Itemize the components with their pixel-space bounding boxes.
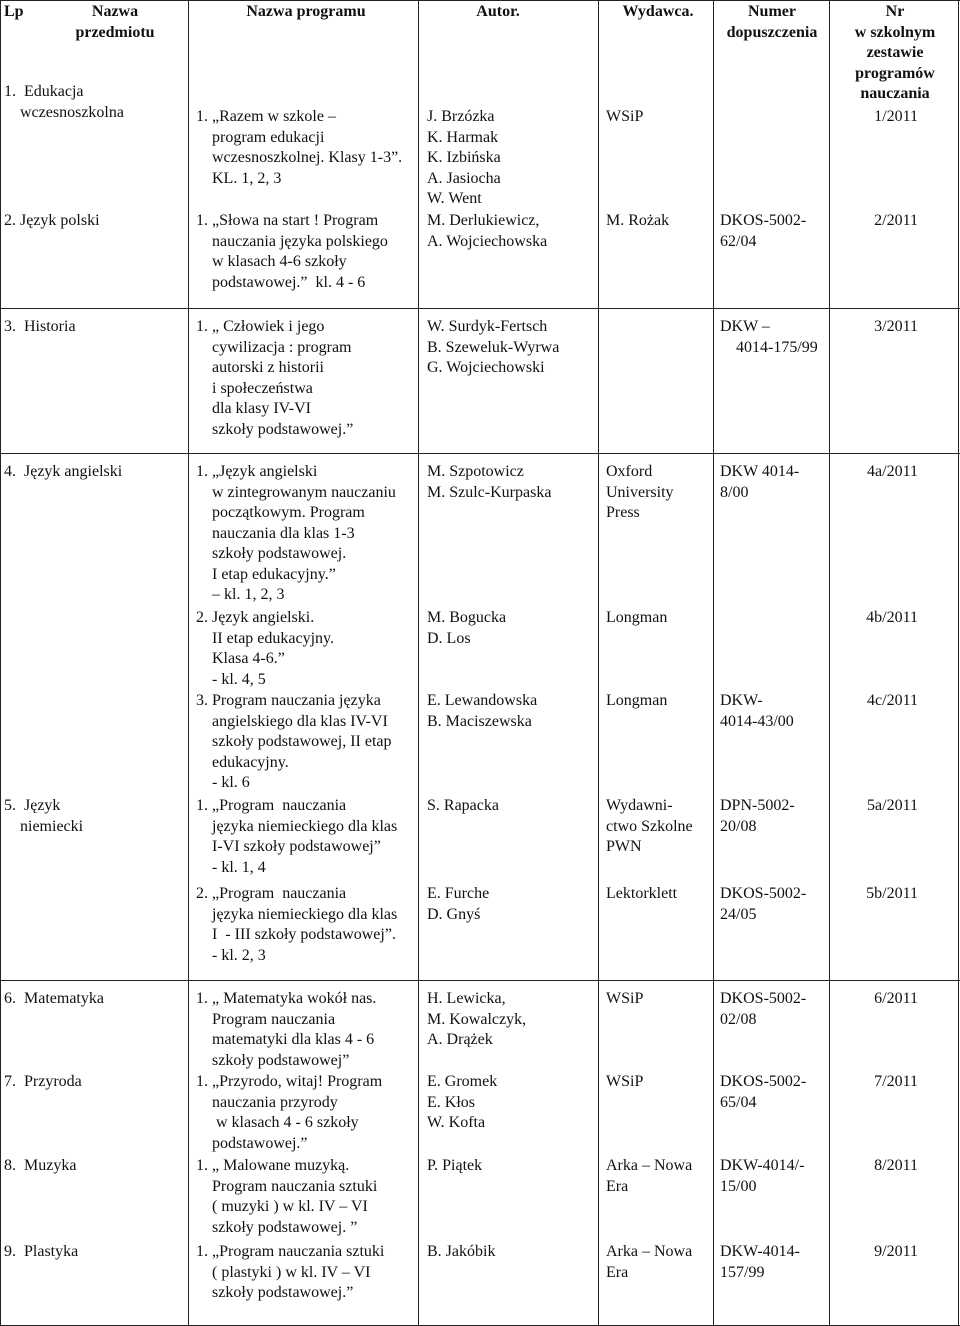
cell-author: E. Lewandowska B. Maciszewska (427, 692, 538, 730)
cell-program: 1. „Program nauczania języka niemieckiego dla klas I-VI szkoły podstawowej” - kl. 1, 4 (196, 797, 398, 876)
grid-line (829, 0, 830, 1326)
cell-publisher: Lektorklett (606, 885, 678, 902)
cell-program: 1. „Program nauczania sztuki ( plastyki ) w kl. IV – VI szkoły podstawowej.” (196, 1243, 385, 1301)
header-publisher: Wydawca. (622, 3, 694, 20)
cell-author: S. Rapacka (427, 797, 499, 814)
cell-subject: 7. Przyroda (4, 1073, 82, 1090)
cell-publisher: Arka – Nowa Era (606, 1243, 693, 1281)
cell-number: 4a/2011 (867, 463, 918, 480)
cell-approval: DKW 4014- 8/00 (720, 463, 800, 501)
cell-number: 4c/2011 (867, 692, 918, 709)
cell-author: H. Lewicka, M. Kowalczyk, A. Drążek (427, 990, 527, 1048)
cell-subject: 4. Język angielski (4, 463, 123, 480)
cell-approval: DKOS-5002- 62/04 (720, 212, 807, 250)
cell-publisher: Longman (606, 692, 668, 709)
header-lp: Lp (4, 3, 24, 20)
grid-line (0, 0, 960, 1)
cell-author: B. Jakóbik (427, 1243, 496, 1260)
cell-number: 9/2011 (874, 1243, 918, 1260)
cell-publisher: Arka – Nowa Era (606, 1157, 693, 1195)
cell-author: M. Bogucka D. Los (427, 609, 507, 647)
grid-line (0, 453, 960, 454)
cell-number: 5b/2011 (866, 885, 918, 902)
cell-author: E. Gromek E. Kłos W. Kofta (427, 1073, 498, 1131)
header-approval-number: Numer dopuszczenia (726, 3, 818, 41)
cell-author: E. Furche D. Gnyś (427, 885, 490, 923)
cell-publisher: WSiP (606, 990, 644, 1007)
cell-author: J. Brzózka K. Harmak K. Izbińska A. Jasiocha W. Went (427, 108, 501, 207)
cell-approval: DKOS-5002- 02/08 (720, 990, 807, 1028)
cell-approval: DKOS-5002- 24/05 (720, 885, 807, 923)
grid-line (418, 0, 419, 1326)
cell-author: W. Surdyk-Fertsch B. Szeweluk-Wyrwa G. Wojciechowski (427, 318, 560, 376)
cell-program: 1. „Język angielski w zintegrowanym nauczaniu początkowym. Program nauczania dla klas 1-3 szkoły podstawowej. I etap edukacyjny.” – kl. 1, 2, 3 (196, 463, 396, 603)
cell-publisher: Longman (606, 609, 668, 626)
cell-program: 1. „ Malowane muzyką. Program nauczania sztuki ( muzyki ) w kl. IV – VI szkoły podstawowej. ” (196, 1157, 378, 1236)
cell-subject: 9. Plastyka (4, 1243, 79, 1260)
cell-number: 3/2011 (874, 318, 918, 335)
cell-approval: DPN-5002- 20/08 (720, 797, 795, 835)
cell-approval: DKW – 4014-175/99 (720, 318, 818, 356)
grid-line (0, 308, 960, 309)
cell-program: 1. „Słowa na start ! Program nauczania języka polskiego w klasach 4-6 szkoły podstawowej.” kl. 4 - 6 (196, 212, 388, 291)
grid-line (188, 0, 189, 1326)
cell-subject: 5. Język niemiecki (4, 797, 84, 835)
cell-subject: 1. Edukacja wczesnoszkolna (4, 83, 124, 121)
cell-subject: 6. Matematyka (4, 990, 104, 1007)
cell-program: 1. „Przyrodo, witaj! Program nauczania przyrody w klasach 4 - 6 szkoły podstawowej.” (196, 1073, 383, 1152)
header-set-number: Nr w szkolnym zestawie programów nauczania (854, 3, 936, 102)
cell-number: 7/2011 (874, 1073, 918, 1090)
cell-number: 1/2011 (874, 108, 918, 125)
cell-publisher: Oxford University Press (606, 463, 674, 521)
cell-number: 6/2011 (874, 990, 918, 1007)
cell-approval: DKOS-5002- 65/04 (720, 1073, 807, 1111)
cell-number: 2/2011 (874, 212, 918, 229)
grid-line (0, 980, 960, 981)
cell-approval: DKW- 4014-43/00 (720, 692, 794, 730)
cell-approval: DKW-4014- 157/99 (720, 1243, 800, 1281)
cell-subject: 8. Muzyka (4, 1157, 77, 1174)
cell-program: 3. Program nauczania języka angielskiego dla klas IV-VI szkoły podstawowej, II etap edukacyjny. - kl. 6 (196, 692, 392, 791)
cell-program: 1. „Razem w szkole – program edukacji wczesnoszkolnej. Klasy 1-3”. KL. 1, 2, 3 (196, 108, 403, 187)
cell-number: 8/2011 (874, 1157, 918, 1174)
cell-publisher: M. Rożak (606, 212, 670, 229)
cell-author: P. Piątek (427, 1157, 483, 1174)
cell-author: M. Szpotowicz M. Szulc-Kurpaska (427, 463, 552, 501)
cell-program: 2. „Program nauczania języka niemieckiego dla klas I - III szkoły podstawowej”. - kl. 2, 3 (196, 885, 398, 964)
grid-line (598, 0, 599, 1326)
cell-number: 5a/2011 (867, 797, 918, 814)
cell-program: 1. „ Człowiek i jego cywilizacja : program autorski z historii i społeczeństwa dla klasy IV-VI szkoły podstawowej.” (196, 318, 354, 438)
cell-author: M. Derlukiewicz, A. Wojciechowska (427, 212, 548, 250)
cell-publisher: WSiP (606, 1073, 644, 1090)
header-program-title: Nazwa programu (246, 3, 366, 20)
cell-number: 4b/2011 (866, 609, 918, 626)
cell-publisher: Wydawni- ctwo Szkolne PWN (606, 797, 693, 855)
grid-line (0, 0, 1, 1326)
cell-subject: 2. Język polski (4, 212, 100, 229)
header-subject: Nazwa przedmiotu (75, 3, 155, 41)
grid-line (958, 0, 959, 1326)
cell-approval: DKW-4014/- 15/00 (720, 1157, 805, 1195)
cell-program: 1. „ Matematyka wokół nas. Program nauczania matematyki dla klas 4 - 6 szkoły podstawowej” (196, 990, 377, 1069)
cell-program: 2. Język angielski. II etap edukacyjny. Klasa 4-6.” - kl. 4, 5 (196, 609, 335, 688)
cell-subject: 3. Historia (4, 318, 76, 335)
grid-line (713, 0, 714, 1326)
header-author: Autor. (476, 3, 520, 20)
cell-publisher: WSiP (606, 108, 644, 125)
